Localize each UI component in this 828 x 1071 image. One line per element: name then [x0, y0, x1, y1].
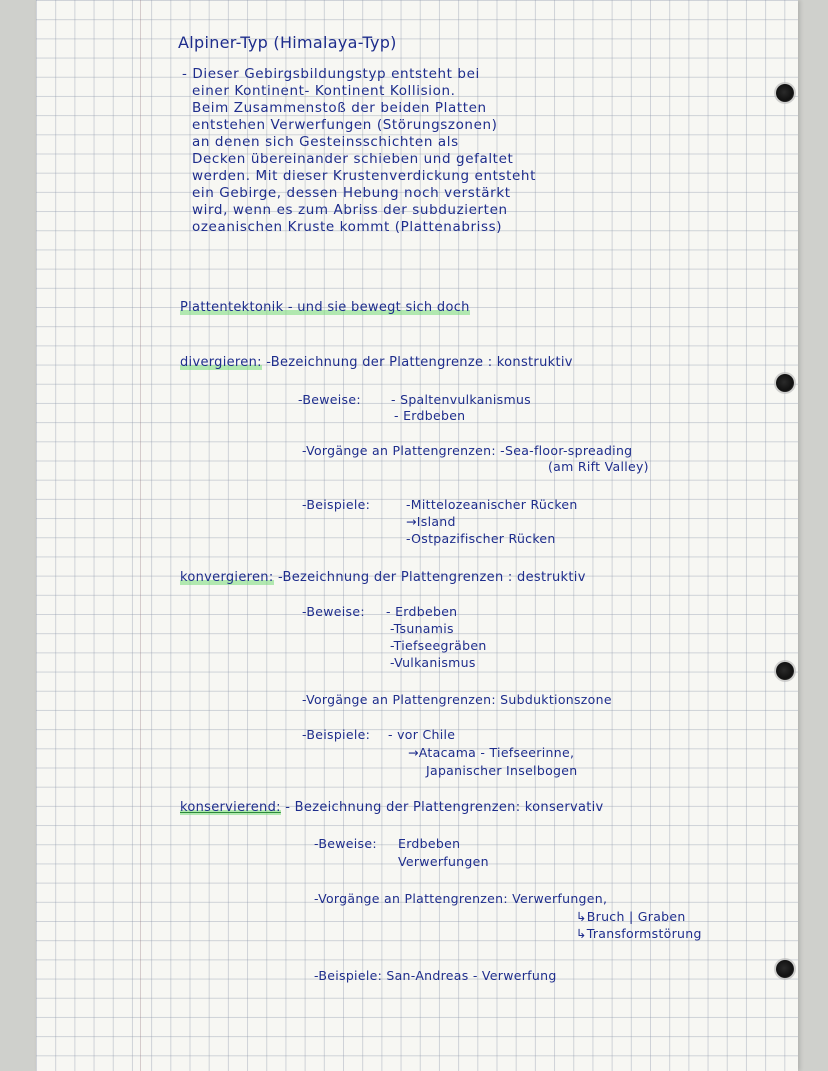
paragraph-line: werden. Mit dieser Krustenverdickung entsteht: [192, 168, 536, 184]
konvergieren-vorgaenge: -Vorgänge an Plattengrenzen: Subduktionszone: [302, 692, 612, 707]
konservierend-row: [180, 800, 604, 815]
konservierend-beispiele: -Beispiele: San-Andreas - Verwerfung: [314, 968, 557, 983]
divergieren-beispiele-label: -Beispiele:: [302, 497, 371, 512]
divergieren-beispiel: -Ostpazifischer Rücken: [406, 531, 556, 546]
konservierend-vorgaenge-more: ↳Transformstörung: [576, 926, 702, 941]
konvergieren-beweise-label: -Beweise:: [302, 604, 365, 619]
konservierend-beweis: Erdbeben: [398, 836, 461, 851]
konvergieren-beweis: -Tsunamis: [390, 621, 454, 636]
punch-hole: [776, 84, 794, 102]
divergieren-beweise-label: -Beweise:: [298, 392, 361, 407]
paragraph-line: - Dieser Gebirgsbildungstyp entsteht bei: [182, 66, 480, 82]
konvergieren-row: [180, 570, 586, 585]
notebook-page: [36, 0, 798, 1071]
konservierend-beweise-label: -Beweise:: [314, 836, 377, 851]
divergieren-beispiel: →Island: [406, 514, 456, 529]
divergieren-vorgaenge-note: (am Rift Valley): [548, 459, 649, 474]
divergieren-beweis: - Spaltenvulkanismus: [391, 392, 531, 407]
section-title: Alpiner-Typ (Himalaya-Typ): [178, 33, 397, 52]
konvergieren-beweis: -Tiefseegräben: [390, 638, 487, 653]
margin-line: [140, 0, 141, 1071]
konvergieren-beispiele-label: -Beispiele:: [302, 727, 371, 742]
paragraph-line: Decken übereinander schieben und gefaltet: [192, 151, 514, 167]
divergieren-beispiel: -Mittelozeanischer Rücken: [406, 497, 578, 512]
konvergieren-beweis: - Erdbeben: [386, 604, 458, 619]
paragraph-line: ozeanischen Kruste kommt (Plattenabriss): [192, 219, 503, 235]
paragraph-line: Beim Zusammenstoß der beiden Platten: [192, 100, 487, 116]
heading-text: Plattentektonik - und sie bewegt sich doch: [180, 300, 470, 315]
paragraph-line: entstehen Verwerfungen (Störungszonen): [192, 117, 498, 133]
paragraph-line: einer Kontinent- Kontinent Kollision.: [192, 83, 456, 99]
konvergieren-term: konvergieren:: [180, 570, 274, 585]
divergieren-bezeichnung: -Bezeichnung der Plattengrenze : konstruktiv: [266, 355, 573, 370]
divergieren-vorgaenge: -Vorgänge an Plattengrenzen: -Sea-floor-spreading: [302, 443, 633, 458]
konservierend-term: konservierend:: [180, 800, 281, 815]
konvergieren-beweis: -Vulkanismus: [390, 655, 476, 670]
konservierend-bezeichnung: - Bezeichnung der Plattengrenzen: konservativ: [285, 800, 604, 815]
konvergieren-bezeichnung: -Bezeichnung der Plattengrenzen : destruktiv: [277, 570, 586, 585]
punch-hole: [776, 374, 794, 392]
konservierend-vorgaenge-more: ↳Bruch | Graben: [576, 909, 686, 924]
konvergieren-beispiel: →Atacama - Tiefseerinne,: [408, 745, 575, 760]
punch-hole: [776, 960, 794, 978]
konvergieren-beispiel: - vor Chile: [388, 727, 456, 742]
divergieren-term: divergieren:: [180, 355, 262, 370]
konvergieren-beispiel: Japanischer Inselbogen: [426, 763, 578, 778]
plattentektonik-heading: [180, 300, 470, 315]
paragraph-line: wird, wenn es zum Abriss der subduzierten: [192, 202, 508, 218]
paragraph-line: an denen sich Gesteinsschichten als: [192, 134, 459, 150]
paragraph-line: ein Gebirge, dessen Hebung noch verstärkt: [192, 185, 511, 201]
konservierend-vorgaenge: -Vorgänge an Plattengrenzen: Verwerfungen,: [314, 891, 608, 906]
divergieren-row: [180, 355, 573, 370]
divergieren-beweis: - Erdbeben: [394, 408, 466, 423]
punch-hole: [776, 662, 794, 680]
konservierend-beweis: Verwerfungen: [398, 854, 489, 869]
